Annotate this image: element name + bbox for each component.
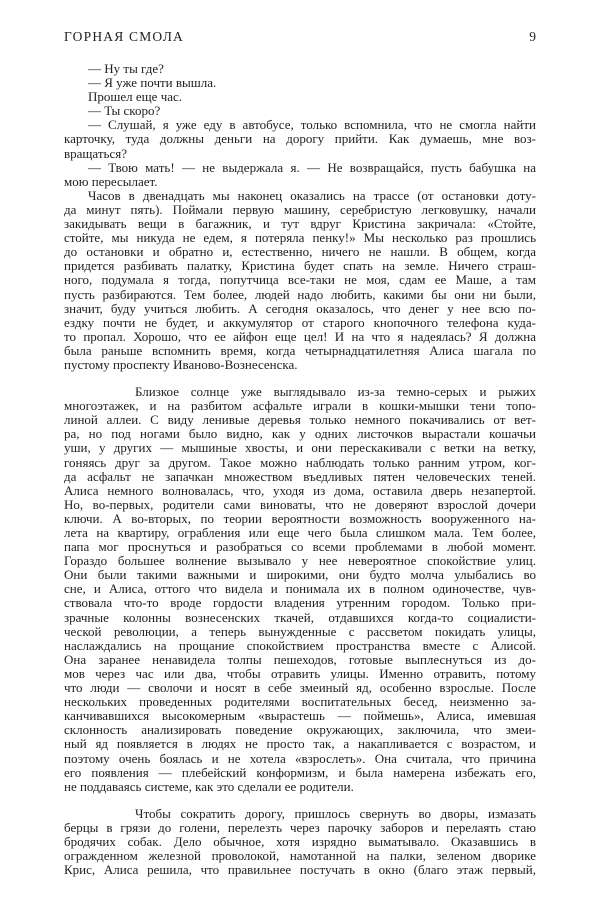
text-line: Они были такими важными и широкими, они будто молча улыбались во	[64, 567, 536, 583]
text-line: Но, во-первых, родители сами виноваты, что не доверяют взрослой дочери	[64, 496, 536, 512]
text-line: ный яд появляется в людях не просто так, а накапливается с возрастом, и	[64, 736, 536, 752]
text-line: то пропал. Хорошо, что ее айфон еще цел! И на что я надеялась? Я должна	[64, 328, 536, 344]
text-line: его появления — плебейский конформизм, и была намерена избежать его,	[64, 764, 536, 780]
text-line: — Слушай, я уже еду в автобусе, только вспомнила, что не смогла найти	[88, 117, 536, 133]
text-line: лета на квартиру, ограбления или еще чего была слишком мала. Тем более,	[64, 525, 536, 540]
text-line: значит, буду учиться любить. А сегодня оказалось, что денег у нее всю по-	[64, 300, 536, 316]
text-line: закидывать вещи в багажник, и тут вдруг Кристина закричала: «Стойте,	[64, 216, 536, 232]
text-line: зрачные колонны вознесенских ткачей, отдавшихся когда-то социалисти-	[64, 609, 536, 625]
paragraph	[64, 189, 536, 372]
text-line: огражденном железной проволокой, намотанной на палки, зеленом дворике	[64, 848, 536, 864]
text-line: Чтобы сократить дорогу, пришлось свернуть во дворы, измазать	[135, 805, 536, 821]
text-line: папа мог проснуться и разобраться со всеми проблемами в любой момент.	[64, 539, 536, 555]
text-line: берцы в грязи до голени, перелезть через парочку заборов и перелаять стаю	[64, 819, 536, 835]
text-line: Крис, Алиса решила, что правильнее постучать в окно (благо этаж первый,	[64, 862, 536, 878]
text-line: канчивавшихся высокомерным «вырастешь — поймешь», Алиса, имевшая	[64, 708, 536, 724]
text-line: Прошел еще час.	[88, 89, 183, 105]
text-line: мов через час или два, чтобы отравить улицы. Именно отравить, потому	[64, 665, 536, 681]
paragraph	[64, 62, 536, 76]
text-line: ра, но под ногами было видно, как у одних листочков вырастали кошачьи	[64, 426, 536, 442]
text-line: не поддаваясь системе, как это сделали ее родители.	[64, 778, 354, 794]
paragraph	[64, 90, 536, 104]
text-line: Гораздо большее волнение вызывало у нее невероятное спокойствие улиц.	[64, 553, 536, 569]
text-line: стойте, мы никуда не едем, я потеряла пенку!» Мы несколько раз прошлись	[64, 230, 536, 246]
text-line: ствовала что-то вроде гордости владения утренним городом. Только при-	[64, 595, 536, 611]
text-line: гоняясь друг за другом. Такое можно наблюдать только ранним утром, ког-	[64, 454, 536, 470]
text-line: да минут пять). Поймали первую машину, серебристую легковушку, начали	[64, 201, 536, 217]
text-line: ездку почти не будет, и аккумулятор от старого кнопочного телефона куда-	[64, 314, 536, 330]
running-header	[64, 30, 536, 44]
text-line: ключи. А во-вторых, по теории вероятности возможность вооруженного на-	[64, 510, 536, 526]
text-block	[64, 62, 536, 877]
text-line: нескольких проведенных родителями воспитательных бесед, неизменно за-	[64, 694, 536, 710]
text-line: карточку, туда должны деньги на дорогу прийти. Как думаешь, мне воз-	[64, 131, 536, 147]
paragraph	[64, 385, 536, 794]
text-line: линой аллеи. С виду ленивые деревья только немного покачивались от вет-	[64, 412, 536, 428]
text-line: сне, и Алиса, оттого что видела и понимала их в полном одиночестве, чув-	[64, 581, 536, 597]
text-line: да асфальт не запачкан множеством въедливых пятен человеческих теней.	[64, 468, 536, 484]
text-line: Она заранее ненавидела толпы пешеходов, готовые выплеснуться из до-	[64, 651, 536, 667]
text-line: Близкое солнце уже выглядывало из-за темно-серых и рыжих	[135, 384, 536, 400]
text-line: — Ну ты где?	[88, 61, 164, 76]
text-line: вращаться?	[64, 145, 127, 161]
text-line: наслаждались на прощание спокойствием пространства вместе с Алисой.	[64, 637, 536, 653]
running-title: ГОРНАЯ СМОЛА	[64, 29, 184, 44]
paragraph	[64, 104, 536, 118]
page-number: 9	[529, 29, 536, 44]
text-line: поэтому очень боялась и не хотела «взрослеть». Она считала, что причина	[64, 750, 536, 766]
text-line: бродячих собак. Дело обычное, хотя изрядно выматывало. Оказавшись в	[64, 833, 536, 849]
text-line: ческой революции, а теперь вынужденные с рассветом покидать улицы,	[64, 623, 536, 639]
text-line: — Я уже почти вышла.	[88, 75, 217, 91]
text-line: что люди — сволочи и носят в себе змеиный яд, особенно взрослые. После	[64, 680, 536, 696]
paragraph	[64, 807, 536, 877]
paragraph	[64, 161, 536, 189]
text-line: — Ты скоро?	[88, 103, 161, 119]
text-line: пустому проспекту Иваново-Вознесенска.	[64, 356, 298, 372]
text-line: до остановки и обратно и, естественно, ничего не нашли. В общем, когда	[64, 244, 536, 260]
text-line: уши, у других — мышиные хвосты, и они перескакивали с ветки на ветку,	[64, 440, 536, 456]
text-line: Алиса немного волновалась, что, уходя из дома, оставила дверь незапертой.	[64, 482, 536, 498]
text-line: — Твою мать! — не выдержала я. — Не возвращайся, пусть бабушка на	[88, 159, 536, 175]
text-line: многоэтажек, и на разбитом асфальте играли в кошки-мышки тени топо-	[64, 398, 536, 414]
text-line: пусть разбираются. Тем более, людей надо любить, какими бы они ни были,	[64, 286, 536, 302]
text-line: ного, подумала я тогда, попутчица все-таки не моя, сдам ее Маше, а там	[64, 272, 536, 288]
paragraph	[64, 76, 536, 90]
text-line: склонность анализировать поведение окружающих, заключила, что змеи-	[64, 722, 536, 738]
paragraph	[64, 118, 536, 160]
text-line: была раньше вспомнить время, когда четырнадцатилетняя Алиса шагала по	[64, 342, 536, 358]
text-line: мою пересылает.	[64, 173, 158, 189]
text-line: Часов в двенадцать мы наконец оказались на трассе (от остановки доту-	[88, 187, 536, 203]
text-line: придется разбивать палатку, Кристина будет спать на земле. Ничего страш-	[64, 258, 536, 274]
